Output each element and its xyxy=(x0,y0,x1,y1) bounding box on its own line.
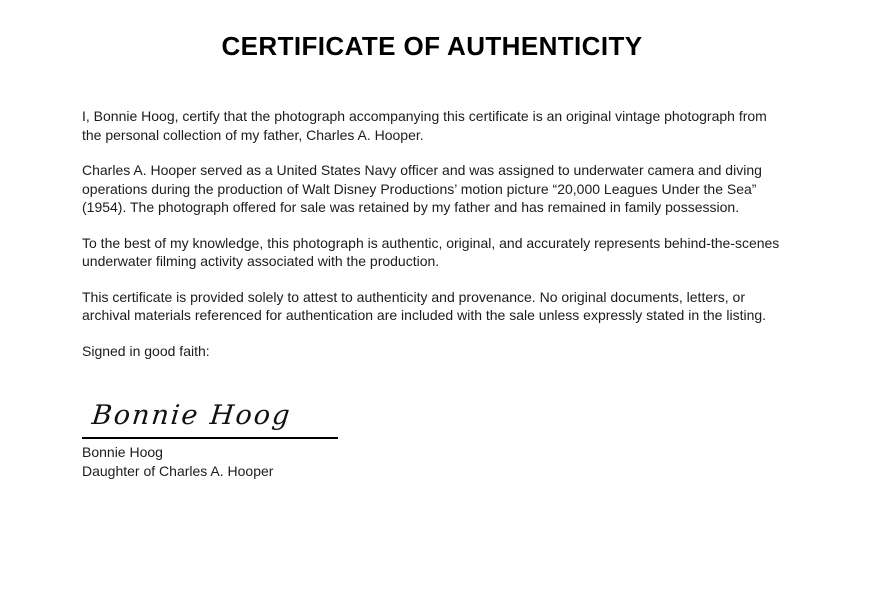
handwritten-signature: Bonnie Hoog xyxy=(90,400,294,431)
signature-block xyxy=(82,402,782,480)
page-title: CERTIFICATE OF AUTHENTICITY xyxy=(221,31,643,61)
paragraph-disclaimer: This certificate is provided solely to attest to authenticity and provenance. No original documents, letters, or archival materials referenced for authentication are included with the sale unless expressly stated in the listing. xyxy=(82,288,767,323)
signer-printed-name: Bonnie Hoog xyxy=(82,444,163,460)
paragraph-attestation: To the best of my knowledge, this photograph is authentic, original, and accurately represents behind-the-scenes underwater filming activity associated with the production. xyxy=(82,234,780,269)
signer-relationship: Daughter of Charles A. Hooper xyxy=(82,462,274,479)
paragraph-provenance: Charles A. Hooper served as a United States Navy officer and was assigned to underwater camera and diving operations during the production of Walt Disney Productions’ motion picture “20,000 Leagues Under the Sea” (1954). The photograph offered for sale was retained by my father and has remained in family possession. xyxy=(82,162,762,215)
signature-rule xyxy=(82,437,338,439)
closing-line: Signed in good faith: xyxy=(82,342,210,359)
paragraph-intro: I, Bonnie Hoog, certify that the photograph accompanying this certificate is an original vintage photograph from the personal collection of my father, Charles A. Hooper. xyxy=(82,108,767,143)
